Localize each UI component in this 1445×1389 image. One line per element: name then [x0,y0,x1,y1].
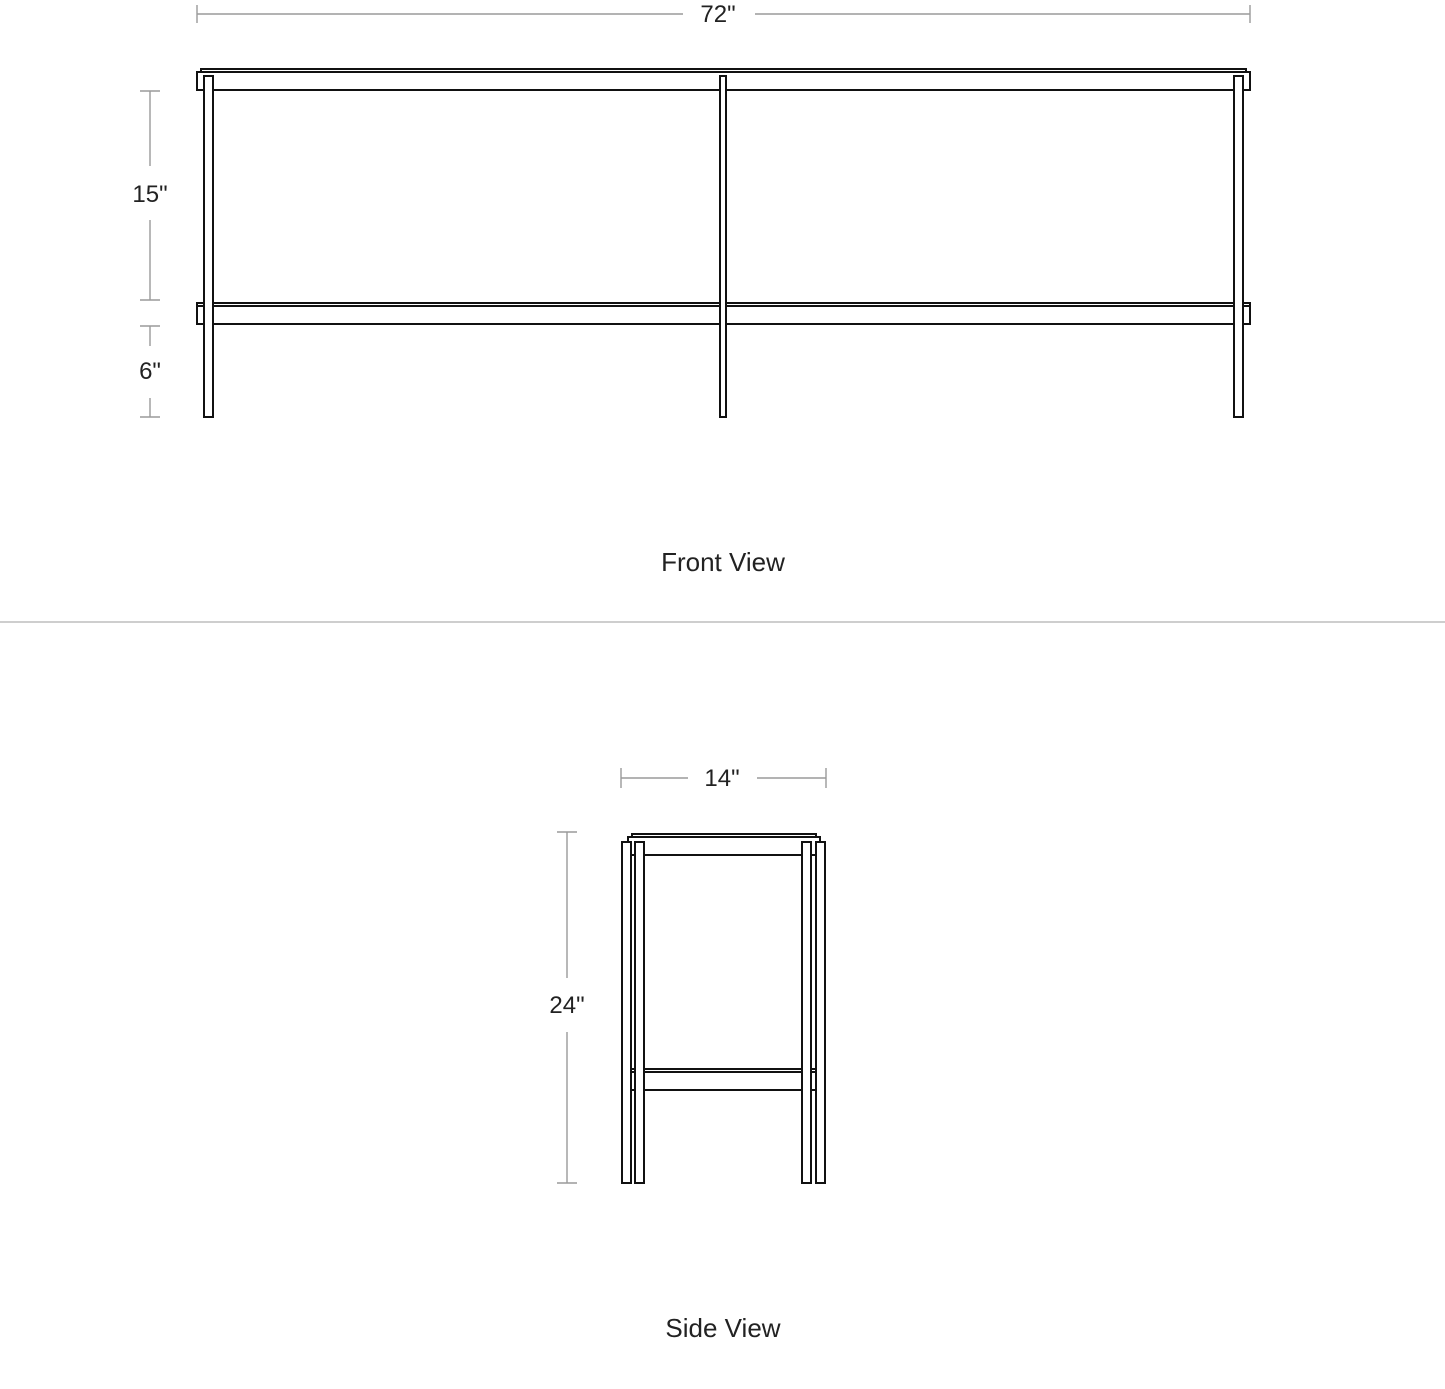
front-width-dimension [197,1,1250,28]
side-view-caption: Side View [665,1313,781,1343]
front-lower-height-label: 6" [139,358,161,385]
side-width-label: 14" [704,765,740,792]
side-right-outer-leg [816,842,825,1183]
front-view [132,1,1250,577]
side-table-outline [622,834,825,1183]
front-upper-height-dimension [132,91,167,300]
front-right-leg [1234,76,1243,417]
front-upper-height-label: 15" [132,181,168,208]
front-width-label: 72" [700,1,736,28]
front-table-outline [197,69,1250,417]
side-left-outer-leg [622,842,631,1183]
front-lower-height-dimension [139,326,161,417]
side-right-inner-leg [802,842,811,1183]
front-center-leg [720,76,726,417]
side-left-inner-leg [635,842,644,1183]
front-view-caption: Front View [661,547,785,577]
side-view [549,765,826,1343]
side-height-label: 24" [549,992,585,1019]
side-width-dimension [621,765,826,792]
side-height-dimension [549,832,584,1183]
front-left-leg [204,76,213,417]
